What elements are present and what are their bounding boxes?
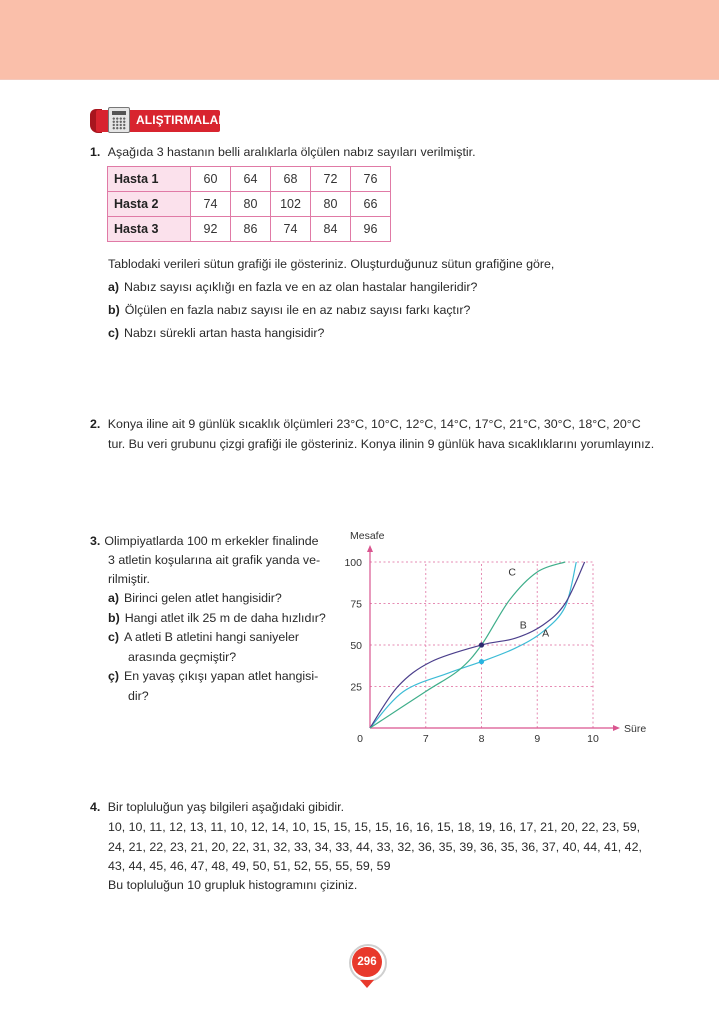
- table-cell: 80: [311, 192, 351, 217]
- question-4-instruction: Bu topluluğun 10 grupluk histogramını çiziniz.: [108, 878, 358, 892]
- age-data-line: 43, 44, 45, 46, 47, 48, 49, 50, 51, 52, 55, 55, 59, 59: [108, 859, 391, 873]
- y-tick-label: 50: [350, 640, 362, 652]
- question-2-line-1: [90, 415, 641, 433]
- part-label: a): [108, 591, 120, 605]
- table-cell: 64: [231, 167, 271, 192]
- curve-label-a: A: [542, 627, 550, 640]
- part-label: c): [108, 326, 120, 340]
- part-text: Nabız sayısı açıklığı en fazla ve en az olan hastalar hangileridir?: [124, 280, 478, 294]
- section-title: ALIŞTIRMALAR: [136, 113, 228, 127]
- question-3-part: [108, 667, 318, 685]
- badge-pointer-icon: [360, 980, 374, 988]
- table-cell: 96: [351, 217, 391, 242]
- page-number: 296: [352, 947, 382, 977]
- header-band: [0, 0, 719, 80]
- y-tick-label: 25: [350, 681, 362, 694]
- question-number: 3.: [90, 534, 101, 548]
- distance-time-chart: [340, 525, 660, 745]
- question-text: Bir topluluğun yaş bilgileri aşağıdaki gibidir.: [107, 800, 345, 814]
- x-axis-title: Süre: [624, 723, 647, 735]
- table-cell: 74: [191, 192, 231, 217]
- curve-label-c: C: [508, 566, 516, 579]
- y-axis-arrow-icon: [367, 545, 373, 552]
- x-tick-label: 0: [357, 733, 363, 745]
- pulse-table: [107, 166, 391, 242]
- table-row: [108, 217, 391, 242]
- question-text: Olimpiyatlarda 100 m erkekler finalinde: [104, 534, 319, 548]
- question-2-line-2: tur. Bu veri grubunu çizgi grafiği ile gösteriniz. Konya ilinin 9 günlük hava sıcaklıklarını yorumlayınız.: [108, 437, 655, 451]
- y-tick-label: 75: [350, 598, 362, 611]
- age-data-line: 24, 21, 22, 23, 21, 20, 22, 31, 32, 33, 34, 33, 44, 33, 32, 36, 35, 39, 36, 35, 36, 37, 40, 44, 41, 42,: [108, 839, 642, 854]
- part-text: dir?: [128, 688, 149, 703]
- part-label: b): [108, 610, 120, 625]
- x-tick-label: 8: [478, 733, 485, 745]
- question-1-prompt: [90, 143, 476, 161]
- x-tick-label: 9: [534, 733, 541, 745]
- question-1-part: [108, 278, 477, 296]
- table-cell: 92: [191, 217, 231, 242]
- part-text: A atleti B atletini hangi saniyeler: [124, 630, 299, 644]
- question-text: Konya iline ait 9 günlük sıcaklık ölçümleri 23°C, 10°C, 12°C, 14°C, 17°C, 21°C, 30°C, 18°C, 20°C: [107, 417, 641, 431]
- question-3-intro-line: rilmiştir.: [108, 572, 150, 586]
- question-1-part: [108, 301, 470, 319]
- question-number: 4.: [90, 800, 101, 814]
- table-cell: 72: [311, 167, 351, 192]
- row-label: Hasta 1: [108, 167, 191, 192]
- question-3-intro-line: 3 atletin koşularına ait grafik yanda ve-: [108, 553, 321, 567]
- part-label: b): [108, 303, 120, 317]
- question-number: 2.: [90, 417, 101, 431]
- table-cell: 80: [231, 192, 271, 217]
- table-cell: 66: [351, 192, 391, 217]
- question-1-part: [108, 324, 324, 342]
- question-4-prompt: [90, 798, 344, 816]
- marker-a: [479, 659, 484, 664]
- page-number-badge: [349, 944, 385, 990]
- question-3-part: [108, 628, 299, 646]
- table-cell: 76: [351, 167, 391, 192]
- table-cell: 60: [191, 167, 231, 192]
- question-3-part: [108, 648, 236, 666]
- part-label: c): [108, 630, 120, 644]
- calculator-icon: [108, 107, 130, 133]
- curve-label-b: B: [519, 619, 527, 632]
- part-text: Birinci gelen atlet hangisidir?: [124, 591, 282, 605]
- x-tick-label: 7: [422, 733, 429, 745]
- marker-b: [479, 642, 484, 647]
- question-1-instruction: Tablodaki verileri sütun grafiği ile gösteriniz. Oluşturduğunuz sütun grafiğine göre,: [108, 257, 555, 271]
- part-text: En yavaş çıkışı yapan atlet hangisi-: [124, 669, 319, 683]
- question-text: Aşağıda 3 hastanın belli aralıklarla ölçülen nabız sayıları verilmiştir.: [107, 145, 476, 159]
- section-banner: [90, 107, 228, 133]
- question-3-part: [108, 687, 149, 705]
- part-text: Ölçülen en fazla nabız sayısı ile en az nabız sayısı farkı kaçtır?: [124, 303, 471, 317]
- x-tick-label: 10: [587, 733, 599, 745]
- row-label: Hasta 3: [108, 217, 191, 242]
- table-cell: 68: [271, 167, 311, 192]
- part-text: arasında geçmiştir?: [128, 649, 237, 664]
- table-cell: 84: [311, 217, 351, 242]
- question-number: 1.: [90, 145, 101, 159]
- question-3-part: [108, 589, 282, 607]
- y-tick-label: 100: [344, 557, 362, 569]
- table-row: [108, 167, 391, 192]
- part-label: a): [108, 280, 120, 294]
- row-label: Hasta 2: [108, 192, 191, 217]
- x-axis-arrow-icon: [613, 725, 620, 731]
- series-a-line: [370, 562, 576, 728]
- series-c-line: [370, 562, 565, 728]
- y-axis-title: Mesafe: [350, 530, 385, 542]
- part-label: ç): [108, 669, 120, 683]
- table-row: [108, 192, 391, 217]
- table-cell: 102: [271, 192, 311, 217]
- chart-svg: [340, 525, 660, 745]
- part-text: Nabzı sürekli artan hasta hangisidir?: [124, 326, 325, 340]
- question-3-part: [108, 609, 326, 627]
- table-cell: 86: [231, 217, 271, 242]
- question-3-intro-line: [90, 532, 319, 550]
- part-text: Hangi atlet ilk 25 m de daha hızlıdır?: [124, 610, 326, 625]
- age-data-line: 10, 10, 11, 12, 13, 11, 10, 12, 14, 10, 15, 15, 15, 15, 16, 16, 15, 18, 19, 16, 17, 21, 20, 22, 23, 59,: [108, 820, 641, 834]
- table-cell: 74: [271, 217, 311, 242]
